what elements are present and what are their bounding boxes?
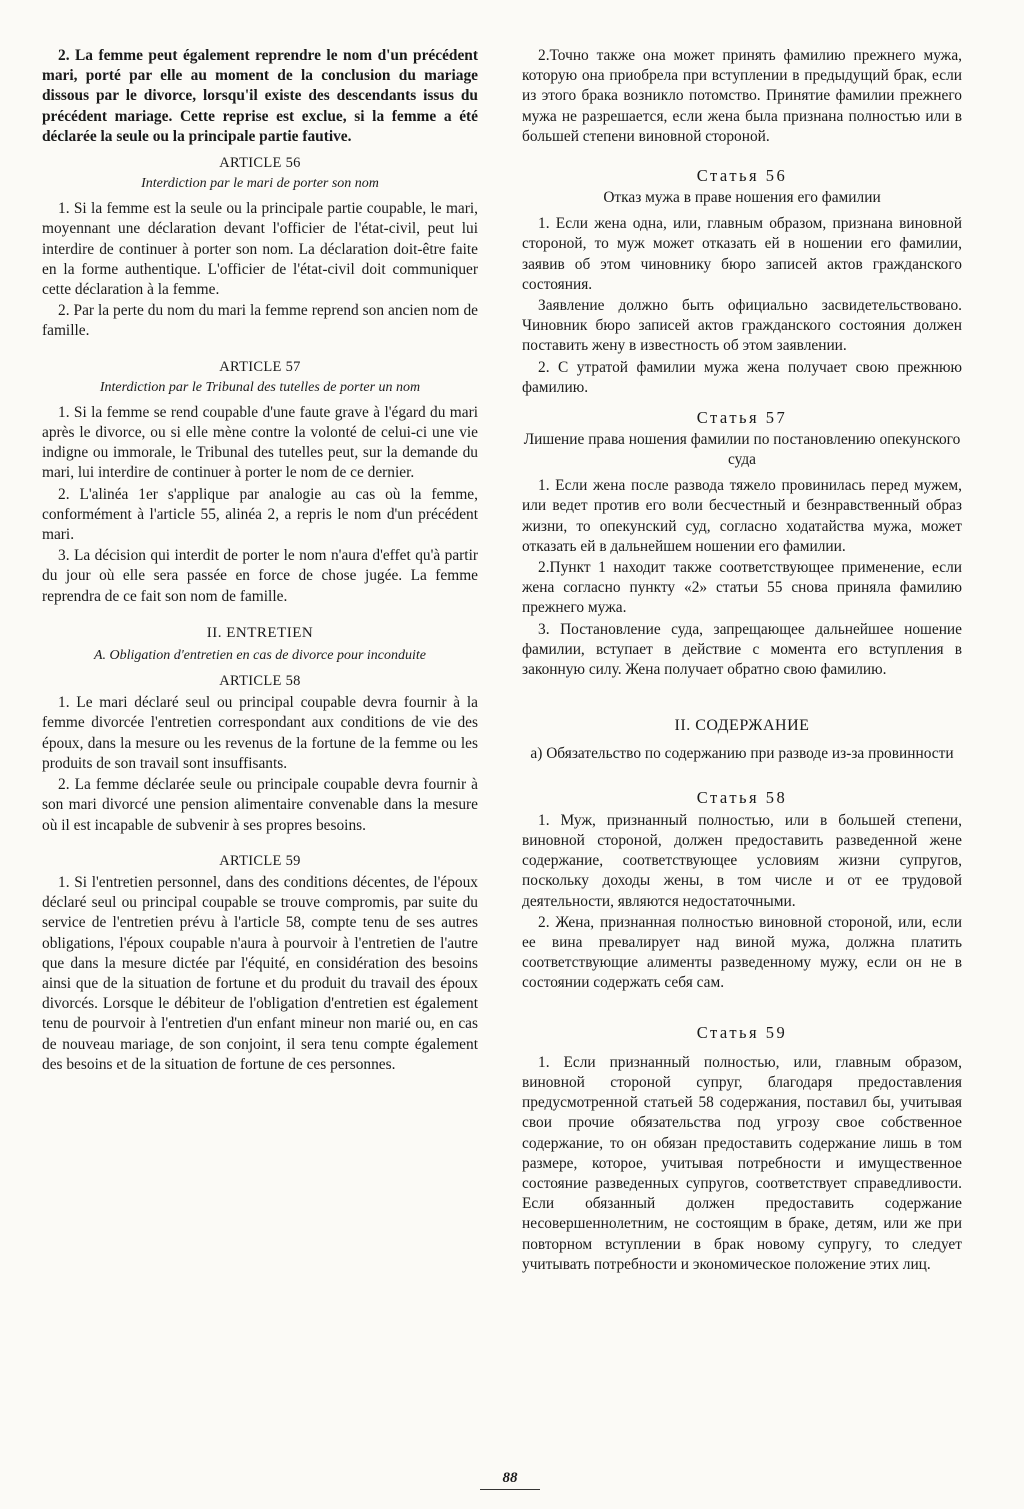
fr-art56-paragraph-2: 2. Par la perte du nom du mari la femme reprend son ancien nom de famille. [42, 302, 478, 340]
ru-art57-paragraph-1: 1. Если жена после развода тяжело провинилась перед мужем, или ведет против его воли бесчестный и безнравственный образ жизни, то опекунский суд, согласно ходатайства мужа, может отказать ей в дальнейшем ношении его фамилии. [522, 477, 962, 555]
ru-article-58-heading: Статья 58 [696, 788, 788, 808]
fr-art57-paragraph-1: 1. Si la femme se rend coupable d'une faute grave à l'égard du mari après le divorce, ou si elle mène contre la volonté de celui-ci une vie indigne ou immorale, le Tribunal des tutelles peut, sur la demande du mari, lui interdire de continuer à porter le nom de ce dernier. [42, 403, 478, 482]
fr-art57-paragraph-3: 3. La décision qui interdit de porter le nom n'aura d'effet qu'à partir du jour où elle sera passée en force de chose jugée. La femme reprendra de ce fait son nom de famille. [42, 547, 478, 605]
fr-art58-paragraph-1: 1. Le mari déclaré seul ou principal coupable devra fournir à la femme divorcée l'entretien correspondant aux conditions de vie des époux, dans la mesure ou les revenus de la fortune de la femme ou les produits de son travail sont insuffisants. [42, 694, 478, 772]
fr-art59-paragraph-1: 1. Si l'entretien personnel, dans des conditions décentes, de l'époux déclaré seul ou principal coupable se trouve compromis, par suite du service de l'entretien prévu à l'article 58, compte tenu de ses autres obligations, l'époux coupable n'aura à pourvoir à l'entretien de l'autre que dans la mesure dictée par l'équité, en considération des besoins ainsi que de la situation de fortune et du produit du travail des époux divorcés. Lorsque le débiteur de l'obligation d'entretien est également tenu de pourvoir à l'entretien d'un enfant mineur non marié ou, en cas de nouveau mariage, de son conjoint, il sera tenu compte également des besoins et de la situation de fortune de ces personnes. [42, 873, 478, 1073]
ru-section-subtitle: а) Обязательство по содержанию при разводе из-за провинности [530, 745, 954, 763]
fr-art55-paragraph-2: 2. La femme peut également reprendre le nom d'un précédent mari, porté par elle au moment de la conclusion du mariage dissous par le divorce, lorsqu'il existe des descendants issus du précédent mariage. Cette reprise est exclue, si la femme a été déclarée la seule ou la principale partie fautive. [42, 47, 478, 145]
fr-section-subtitle: A. Obligation d'entretien en cas de divorce pour inconduite [93, 648, 427, 664]
ru-art58-paragraph-2: 2. Жена, признанная полностью виновной стороной, или, если ее вина превалирует над виной мужа, должна платить соответствующие алименты разведенному мужу, если он не в состоянии содержать себя сам. [522, 913, 962, 992]
russian-column [522, 46, 962, 1276]
ru-article-59-heading: Статья 59 [696, 1022, 788, 1042]
ru-article-56-title: Отказ мужа в праве ношения его фамилии [603, 189, 881, 207]
ru-art56-paragraph-1b: Заявление должно быть официально засвидетельствовано. Чиновник бюро записей актов гражданского состояния должен поставить жену в известность об этом заявлении. [522, 297, 962, 355]
ru-article-56-heading: Статья 56 [696, 166, 788, 186]
fr-art56-paragraph-1: 1. Si la femme est la seule ou la principale partie coupable, le mari, moyennant une déclaration devant l'officier de l'état-civil, peut lui interdire de continuer à porter son nom. La déclaration doit-être faite en la forme authentique. L'officier de l'état-civil doit communiquer cette déclaration à la femme. [42, 200, 478, 299]
ru-article-57-heading: Статья 57 [696, 408, 788, 428]
fr-article-57-title: Interdiction par le Tribunal des tutelles de porter un nom [99, 379, 421, 395]
french-column [42, 46, 478, 1076]
ru-art55-paragraph-2: 2.Точно также она может принять фамилию прежнего мужа, которую она приобрела при вступлении в предыдущий брак, если из этого брака возникло потомство. Принятие фамилии прежнего мужа не разрешается, если жена была признана полностью или в большей степени виновной стороной. [522, 47, 962, 145]
fr-section-title: II. ENTRETIEN [206, 624, 314, 641]
page-number: 88 [480, 1470, 540, 1490]
fr-art58-paragraph-2: 2. La femme déclarée seule ou principale coupable devra fournir à son mari divorcé une pension alimentaire convenable dans la mesure où il est incapable de subvenir à ses propres besoins. [42, 776, 478, 834]
fr-article-56-heading: ARTICLE 56 [219, 155, 301, 172]
ru-art56-paragraph-1: 1. Если жена одна, или, главным образом, признана виновной стороной, то муж может отказать ей в ношении его фамилии, заявив об этом чиновнику бюро записей актов гражданского состояния. [522, 215, 962, 293]
fr-article-57-heading: ARTICLE 57 [219, 358, 301, 375]
ru-art56-paragraph-2: 2. С утратой фамилии мужа жена получает свою прежнюю фамилию. [522, 358, 962, 396]
fr-art57-paragraph-2: 2. L'alinéa 1er s'applique par analogie au cas où la femme, conformément à l'article 55, alinéa 2, a repris le nom d'un précédent mari. [42, 485, 478, 544]
ru-article-57-title: Лишение права ношения фамилии по постановлению опекунского суда [523, 431, 961, 469]
ru-art59-paragraph-1: 1. Если признанный полностью, или, главным образом, виновной стороной супруг, благодаря предоставления предусмотренной статьей 58 содержания, поставил бы, учитывая свои прочие обязательства под угрозу свое собственное содержание, то он обязан предоставить содержание лишь в том размере, которое, учитывая потребности и имущественное состояние разведенных супругов, соответствует справедливости. Если обязанный должен предоставить содержание несовершеннолетним, не состоящим в браке, детям, или же при повторном вступлении в брак новому супругу, то следует учитывать потребности и экономическое положение этих лиц. [522, 1053, 962, 1273]
ru-art57-paragraph-3: 3. Постановление суда, запрещающее дальнейшее ношение фамилии, вступает в действие с момента его вступления в законную силу. Жена получает обратно свою фамилию. [522, 620, 962, 679]
ru-art57-paragraph-2: 2.Пункт 1 находит также соответствующее применение, если жена согласно пункту «2» статьи 55 снова приняла фамилию прежнего мужа. [522, 559, 962, 617]
fr-article-56-title: Interdiction par le mari de porter son nom [141, 176, 379, 192]
fr-article-58-heading: ARTICLE 58 [219, 673, 301, 690]
ru-art58-paragraph-1: 1. Муж, признанный полностью, или в большей степени, виновной стороной, должен предоставить разведенной жене содержание, соответствующее условиям жизни супругов, поскольку доходы жены, в том числе и от ее трудовой деятельности, являются недостаточными. [522, 811, 962, 910]
ru-section-title: II. СОДЕРЖАНИЕ [674, 717, 810, 735]
fr-article-59-heading: ARTICLE 59 [219, 852, 301, 869]
